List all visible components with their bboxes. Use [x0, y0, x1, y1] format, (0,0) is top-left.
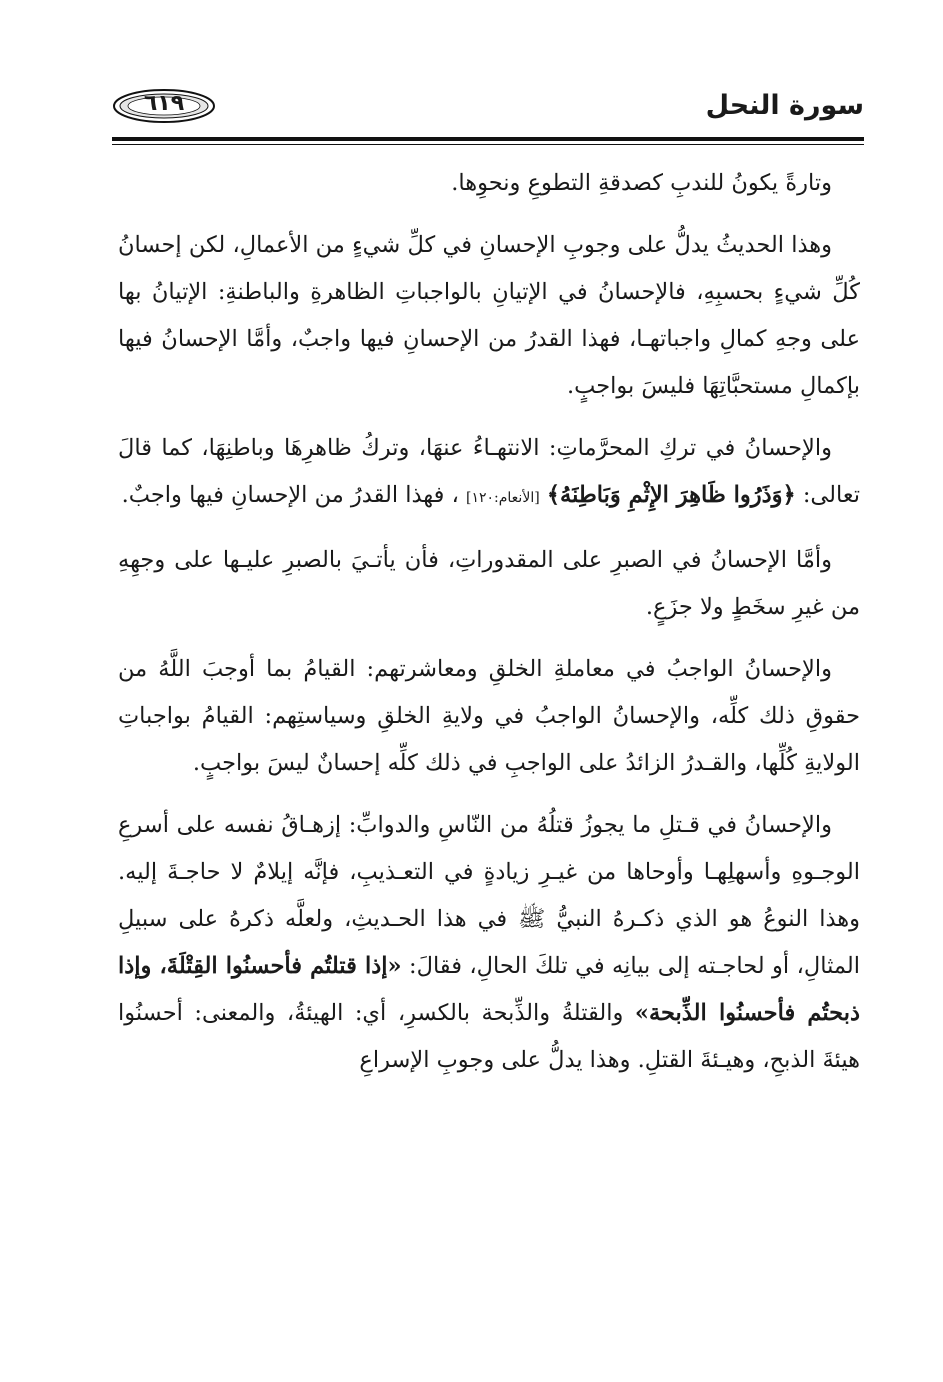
header-rule-thick — [112, 137, 864, 141]
paragraph-3-text-after: ، فهذا القدرُ من الإحسانِ فيها واجبٌ. — [121, 482, 459, 508]
quran-verse: ﴿وَذَرُوا ظَاهِرَ الإِثْمِ وَبَاطِنَهُ﴾ — [546, 482, 796, 508]
paragraph-1: وتارةً يكونُ للندبِ كصدقةِ التطوعِ ونحوِها. — [451, 170, 832, 196]
paragraph-6-text-before: والإحسانُ في قـتلِ ما يجوزُ قتلُهُ من النّاسِ والدوابِّ: إزهـاقُ نفسه على أسرعِ الوجـوهِ وأسهلِهـا وأوحاها من غيـرِ زيادةٍ في التعـذيبِ، فإنَّه إيلامٌ لا حاجـةَ إليه. وهذا النوعُ هو الذي ذكـرهُ النبيُّ ﷺ في هذا الحـديثِ، ولعلَّه ذكرهُ على سبيلِ المثالِ، أو لحاجـته إلى بيانِه في تلكَ الحالِ، فقالَ: — [118, 812, 860, 979]
page-number-badge — [112, 88, 216, 124]
header-rule-thin — [112, 144, 864, 145]
paragraph-3-text-before: والإحسانُ في تركِ المحرَّماتِ: الانتهـاءُ عنهَا، وتركُ ظاهرِهَا وباطنِهَا، كما قالَ تعالى: — [118, 435, 860, 508]
surah-title: سورة النحل — [705, 90, 864, 121]
paragraph-5: والإحسانُ الواجبُ في معاملةِ الخلقِ ومعاشرتهم: القيامُ بما أوجبَ اللَّهُ من حقوقِ ذلك كلِّه، والإحسانُ الواجبُ في ولايةِ الخلقِ وسياستِهم: القيامُ بواجباتِ الولايةِ كُلِّها، والقـدرُ الزائدُ على الواجبِ في ذلك كلِّه إحسانٌ ليسَ بواجبٍ. — [118, 656, 860, 776]
hadith-quote: «إذا قتلتُم فأحسنُوا القِتْلَةَ، وإذا ذبحتُم فأحسنُوا الذِّبحة» — [118, 953, 860, 1026]
page-body — [118, 160, 860, 1099]
paragraph-6 — [118, 802, 860, 1084]
paragraph-6-text-after: والقتلةُ والذِّبحة بالكسرِ، أي: الهيئةُ، والمعنى: أحسنُوا هيئةَ الذبحِ، وهيـئةَ القتلِ. وهذا يدلُّ على وجوبِ الإسراعِ — [118, 1000, 860, 1073]
verse-reference: [الأنعام:١٢٠] — [466, 490, 540, 506]
page-header — [112, 88, 864, 136]
paragraph-3 — [118, 425, 860, 522]
page-number: ٦١٩ — [143, 91, 185, 116]
paragraph-4: وأمَّا الإحسانُ في الصبرِ على المقدوراتِ، فأن يأتـيَ بالصبرِ عليـها على وجهِهِ من غيرِ سخَطٍ ولا جزَعٍ. — [118, 547, 860, 620]
paragraph-2: وهذا الحديثُ يدلُّ على وجوبِ الإحسانِ في كلِّ شيءٍ من الأعمالِ، لكن إحسانُ كُلِّ شيءٍ بحسبِهِ، فالإحسانُ في الإتيانِ بالواجباتِ الظاهرةِ والباطنةِ: الإتيانُ بها على وجهِ كمالِ واجباتهـا، فهذا القدرُ من الإحسانِ فيها واجبٌ، وأمَّا الإحسانُ فيها بإكمالِ مستحبَّاتِهَا فليسَ بواجبٍ. — [118, 232, 860, 399]
